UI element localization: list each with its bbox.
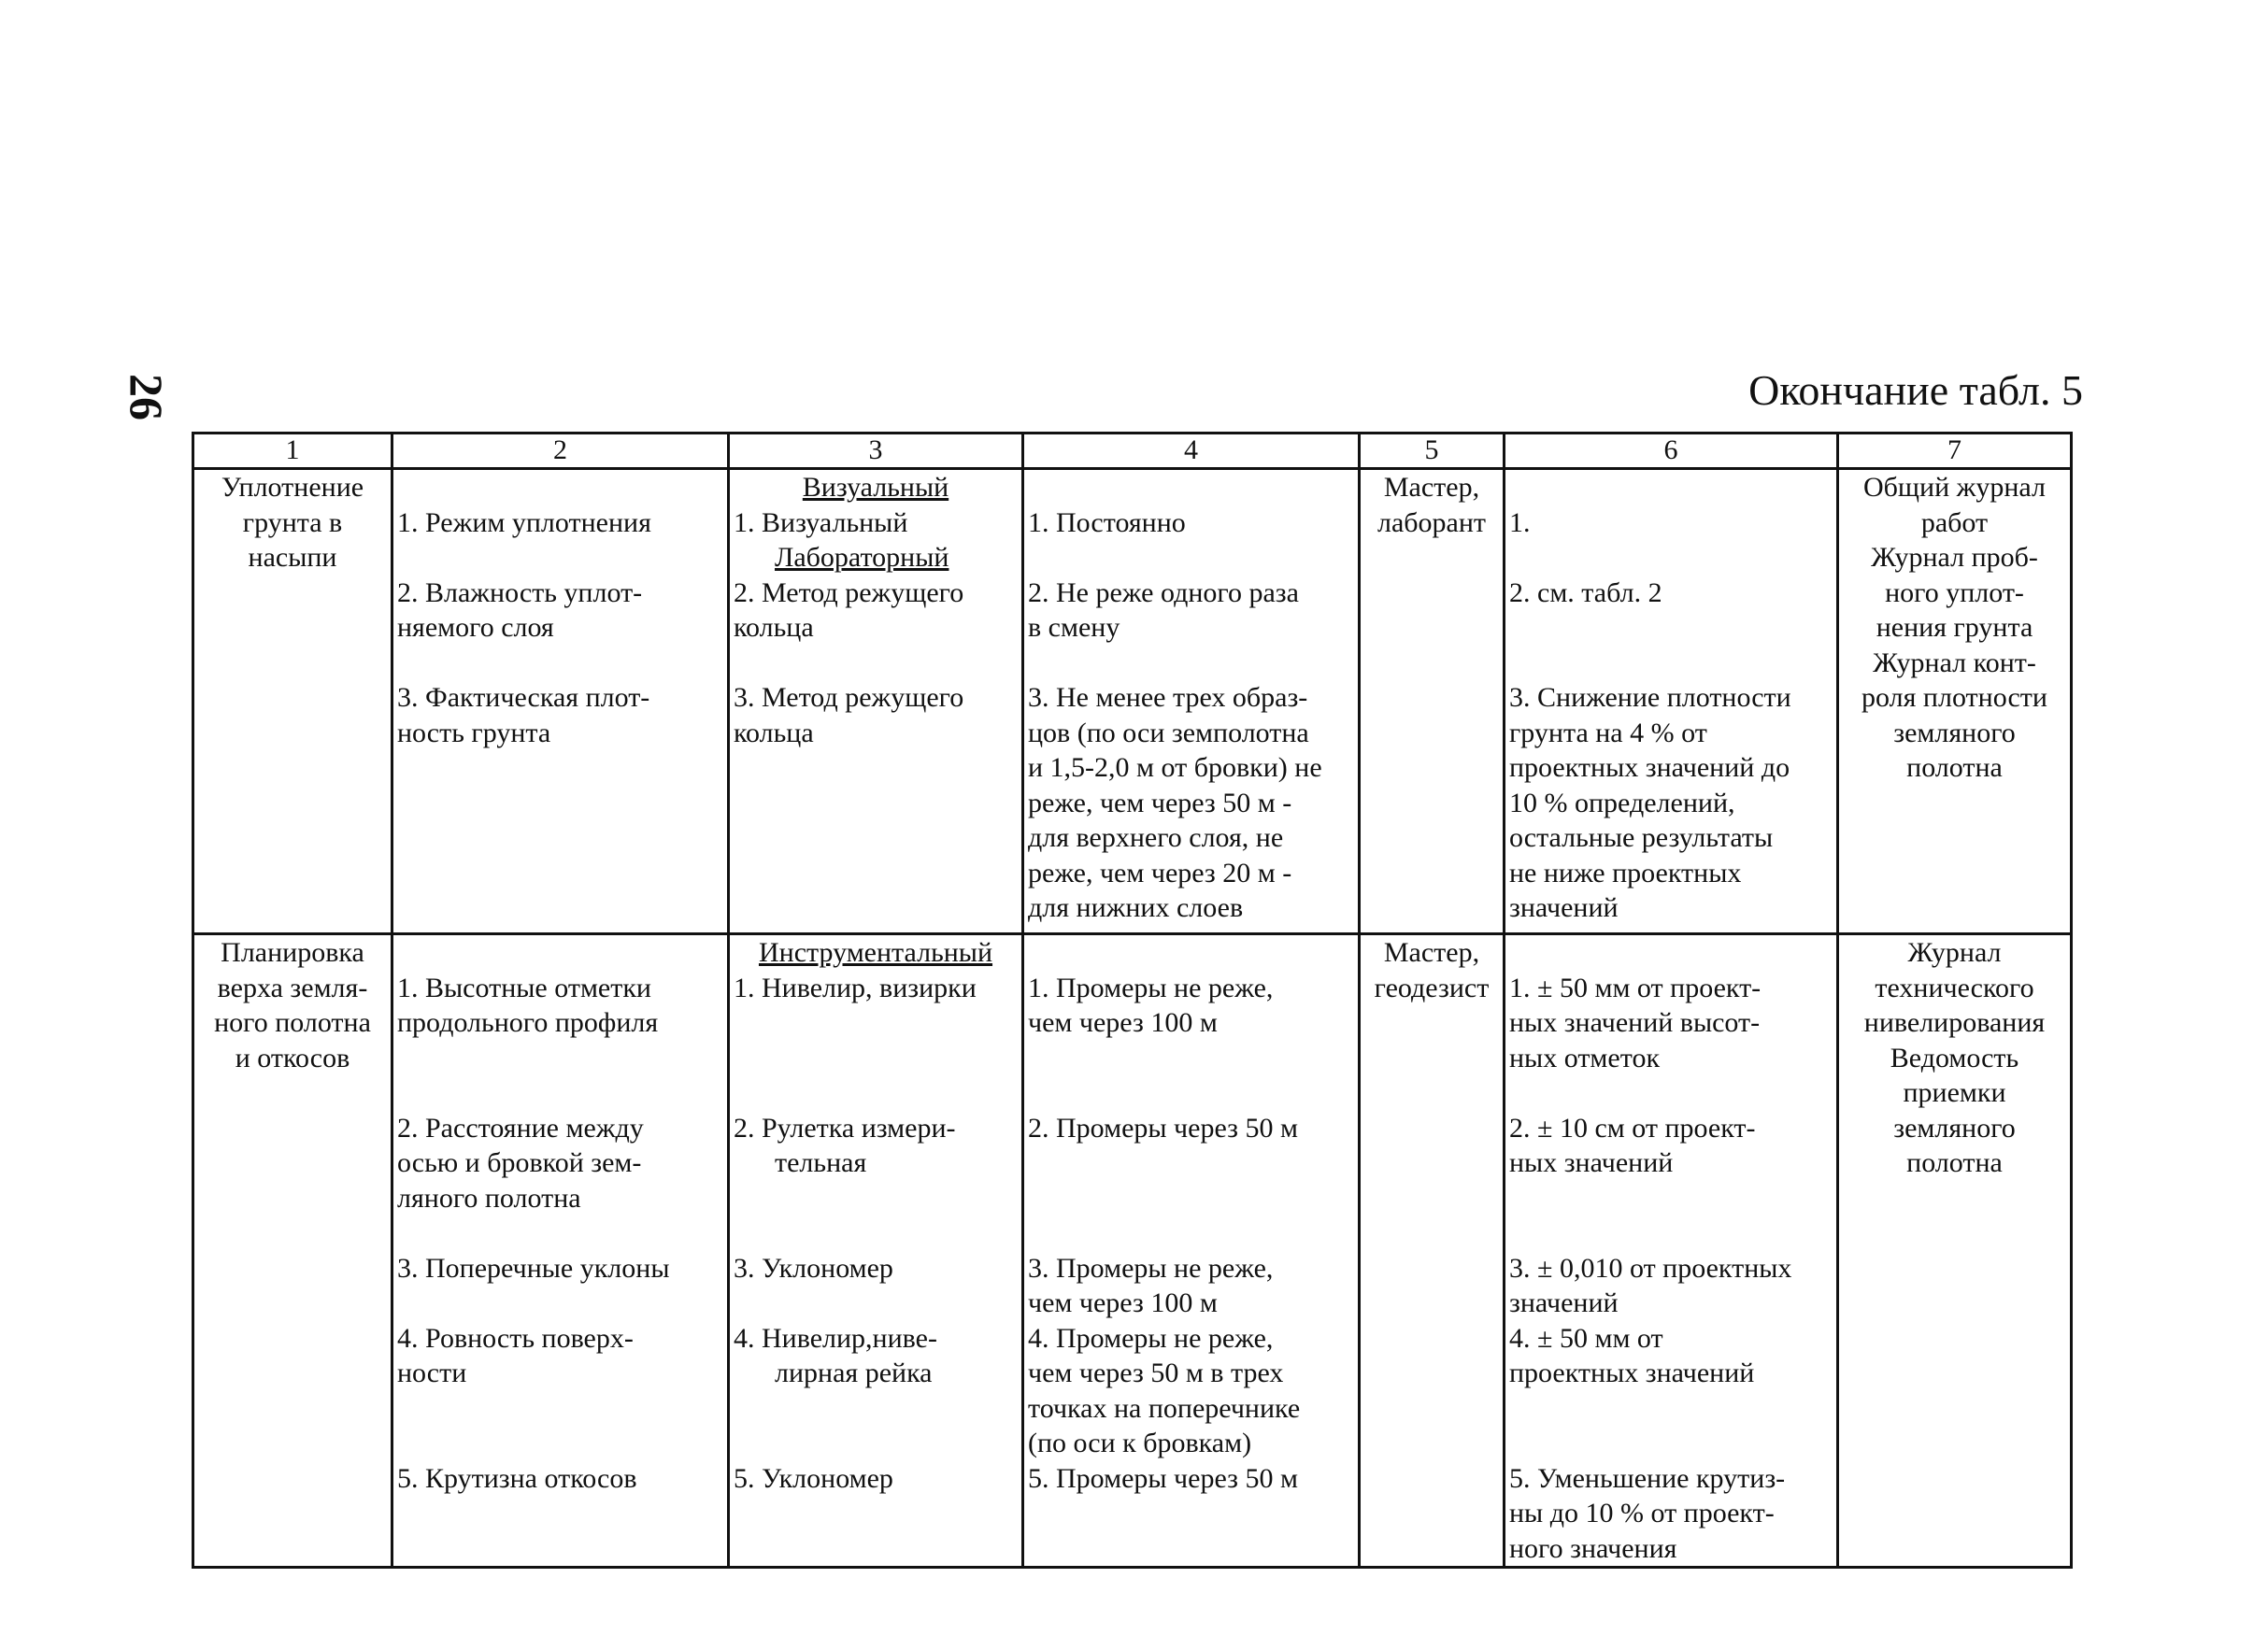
stage-line: Уплотнение <box>221 472 364 503</box>
stage-cell <box>193 469 392 934</box>
method-line: 2. Метод режущего <box>734 576 964 608</box>
documentation-line: Общий журнал <box>1863 472 2046 503</box>
header-col-1: 1 <box>193 434 392 469</box>
method-cell <box>729 934 1023 1568</box>
method-line: 3. Уклономер <box>734 1252 893 1284</box>
tolerance-line: 4. ± 50 мм от <box>1509 1322 1663 1354</box>
header-col-6: 6 <box>1505 434 1838 469</box>
header-row <box>193 434 2072 469</box>
volume-line: 1. Постоянно <box>1028 506 1186 538</box>
tolerance-line: 2. ± 10 см от проект- <box>1509 1112 1756 1144</box>
parameter-line: осью и бровкой зем- <box>397 1147 642 1178</box>
tolerance-line: 5. Уменьшение крутиз- <box>1509 1462 1786 1494</box>
volume-line: 3. Не менее трех образ- <box>1028 682 1308 713</box>
volume-cell <box>1023 469 1360 934</box>
table-row <box>193 469 2072 934</box>
tolerance-line: ны до 10 % от проект- <box>1509 1498 1775 1528</box>
documentation-line: Журнал проб- <box>1871 542 2038 573</box>
documentation-line: нивелирования <box>1863 1007 2046 1038</box>
performer-line: лаборант <box>1376 506 1487 538</box>
table-row <box>193 934 2072 1568</box>
stage-line: Планировка <box>221 937 364 968</box>
tolerance-line: ных значений высот- <box>1509 1007 1761 1038</box>
tolerance-line: 1. ± 50 мм от проект- <box>1509 972 1762 1003</box>
tolerance-line: ных отметок <box>1509 1042 1661 1073</box>
documentation-line: роля плотности <box>1861 682 2047 713</box>
performer-line: Мастер, <box>1383 937 1480 968</box>
tolerance-line: 1. <box>1509 506 1531 538</box>
parameter-line: 5. Крутизна откосов <box>397 1462 637 1494</box>
volume-cell <box>1023 934 1360 1568</box>
parameter-line: 3. Фактическая плот- <box>397 682 650 713</box>
stage-line: грунта в <box>242 506 343 538</box>
volume-line: 3. Промеры не реже, <box>1028 1252 1274 1284</box>
header-col-2: 2 <box>392 434 729 469</box>
tolerance-cell <box>1505 469 1838 934</box>
parameter-cell <box>392 469 729 934</box>
volume-line: чем через 100 м <box>1028 1007 1218 1038</box>
documentation-line: земляного <box>1893 717 2016 748</box>
parameter-cell <box>392 934 729 1568</box>
tolerance-line: ного значения <box>1509 1532 1677 1564</box>
method-line: лирная рейка <box>775 1358 933 1388</box>
method-line: Лабораторный <box>775 542 949 573</box>
volume-line: 4. Промеры не реже, <box>1028 1322 1274 1354</box>
volume-line: 2. Не реже одного раза <box>1028 576 1299 608</box>
control-table <box>192 432 2073 1569</box>
volume-line: в смену <box>1028 612 1120 643</box>
volume-line: и 1,5-2,0 м от бровки) не <box>1028 752 1322 783</box>
documentation-line: технического <box>1875 972 2034 1003</box>
parameter-line: 1. Высотные отметки <box>397 972 651 1003</box>
stage-cell <box>193 934 392 1568</box>
stage-line: и откосов <box>235 1042 350 1073</box>
parameter-line: ности <box>397 1358 467 1388</box>
parameter-line: няемого слоя <box>397 612 554 643</box>
tolerance-line: значений <box>1509 1287 1619 1318</box>
parameter-line: 3. Поперечные уклоны <box>397 1252 670 1284</box>
tolerance-line: 10 % определений, <box>1509 787 1735 818</box>
tolerance-cell <box>1505 934 1838 1568</box>
tolerance-line: ных значений <box>1509 1147 1674 1178</box>
performer-line: геодезист <box>1374 972 1490 1003</box>
volume-line: чем через 50 м в трех <box>1028 1358 1284 1388</box>
method-line: 3. Метод режущего <box>734 682 964 713</box>
volume-line: точках на поперечнике <box>1028 1392 1301 1424</box>
documentation-line: полотна <box>1906 1147 2003 1178</box>
volume-line: 2. Промеры через 50 м <box>1028 1112 1298 1144</box>
method-line: кольца <box>734 717 814 748</box>
parameter-line: ность грунта <box>397 717 551 748</box>
method-line: 1. Визуальный <box>734 506 908 538</box>
tolerance-line: 3. Снижение плотности <box>1509 682 1791 713</box>
volume-line: 5. Промеры через 50 м <box>1028 1462 1298 1494</box>
stage-line: верха земля- <box>217 972 368 1003</box>
method-cell <box>729 469 1023 934</box>
header-col-7: 7 <box>1838 434 2072 469</box>
tolerance-line: грунта на 4 % от <box>1509 717 1707 748</box>
documentation-line: ного уплот- <box>1885 576 2024 608</box>
parameter-line: 2. Расстояние между <box>397 1112 644 1144</box>
documentation-line: земляного <box>1893 1112 2016 1144</box>
documentation-line: работ <box>1920 506 1989 538</box>
documentation-line: Журнал <box>1907 937 2002 968</box>
tolerance-line: проектных значений <box>1509 1358 1755 1388</box>
documentation-line: Журнал конт- <box>1873 647 2036 678</box>
tolerance-line: не ниже проектных <box>1509 857 1742 889</box>
header-col-4: 4 <box>1023 434 1360 469</box>
parameter-line: 2. Влажность уплот- <box>397 576 643 608</box>
documentation-line: нения грунта <box>1876 612 2033 643</box>
performer-cell <box>1360 934 1505 1568</box>
method-line: 5. Уклономер <box>734 1462 893 1494</box>
parameter-line: продольного профиля <box>397 1007 659 1038</box>
parameter-line: 1. Режим уплотнения <box>397 506 651 538</box>
volume-line: (по оси к бровкам) <box>1028 1428 1252 1458</box>
page-number: 26 <box>121 374 173 420</box>
volume-line: для нижних слоев <box>1028 892 1244 923</box>
table-caption: Окончание табл. 5 <box>1748 366 2083 414</box>
method-heading: Визуальный <box>802 472 949 503</box>
method-line: кольца <box>734 612 814 643</box>
header-col-5: 5 <box>1360 434 1505 469</box>
documentation-cell <box>1838 469 2072 934</box>
method-line: 2. Рулетка измери- <box>734 1112 956 1144</box>
documentation-line: полотна <box>1906 752 2003 783</box>
header-col-3: 3 <box>729 434 1023 469</box>
stage-line: ного полотна <box>214 1007 371 1038</box>
method-line: тельная <box>775 1147 867 1178</box>
tolerance-line: значений <box>1509 892 1619 923</box>
method-heading: Инструментальный <box>758 937 993 968</box>
tolerance-line: 2. см. табл. 2 <box>1509 576 1662 608</box>
volume-line: цов (по оси земполотна <box>1028 717 1309 748</box>
documentation-line: приемки <box>1903 1077 2006 1108</box>
tolerance-line: проектных значений до <box>1509 752 1790 783</box>
parameter-line: 4. Ровность поверх- <box>397 1322 634 1354</box>
volume-line: 1. Промеры не реже, <box>1028 972 1274 1003</box>
tolerance-line: 3. ± 0,010 от проектных <box>1509 1252 1792 1284</box>
documentation-cell <box>1838 934 2072 1568</box>
documentation-line: Ведомость <box>1890 1042 2019 1073</box>
volume-line: для верхнего слоя, не <box>1028 822 1284 853</box>
volume-line: реже, чем через 50 м - <box>1028 787 1292 818</box>
method-line: 4. Нивелир,ниве- <box>734 1322 937 1354</box>
volume-line: чем через 100 м <box>1028 1287 1218 1318</box>
method-line: 1. Нивелир, визирки <box>734 972 977 1003</box>
parameter-line: ляного полотна <box>397 1182 581 1214</box>
stage-line: насыпи <box>248 542 337 573</box>
performer-cell <box>1360 469 1505 934</box>
volume-line: реже, чем через 20 м - <box>1028 857 1292 889</box>
tolerance-line: остальные результаты <box>1509 822 1774 853</box>
performer-line: Мастер, <box>1383 472 1480 503</box>
